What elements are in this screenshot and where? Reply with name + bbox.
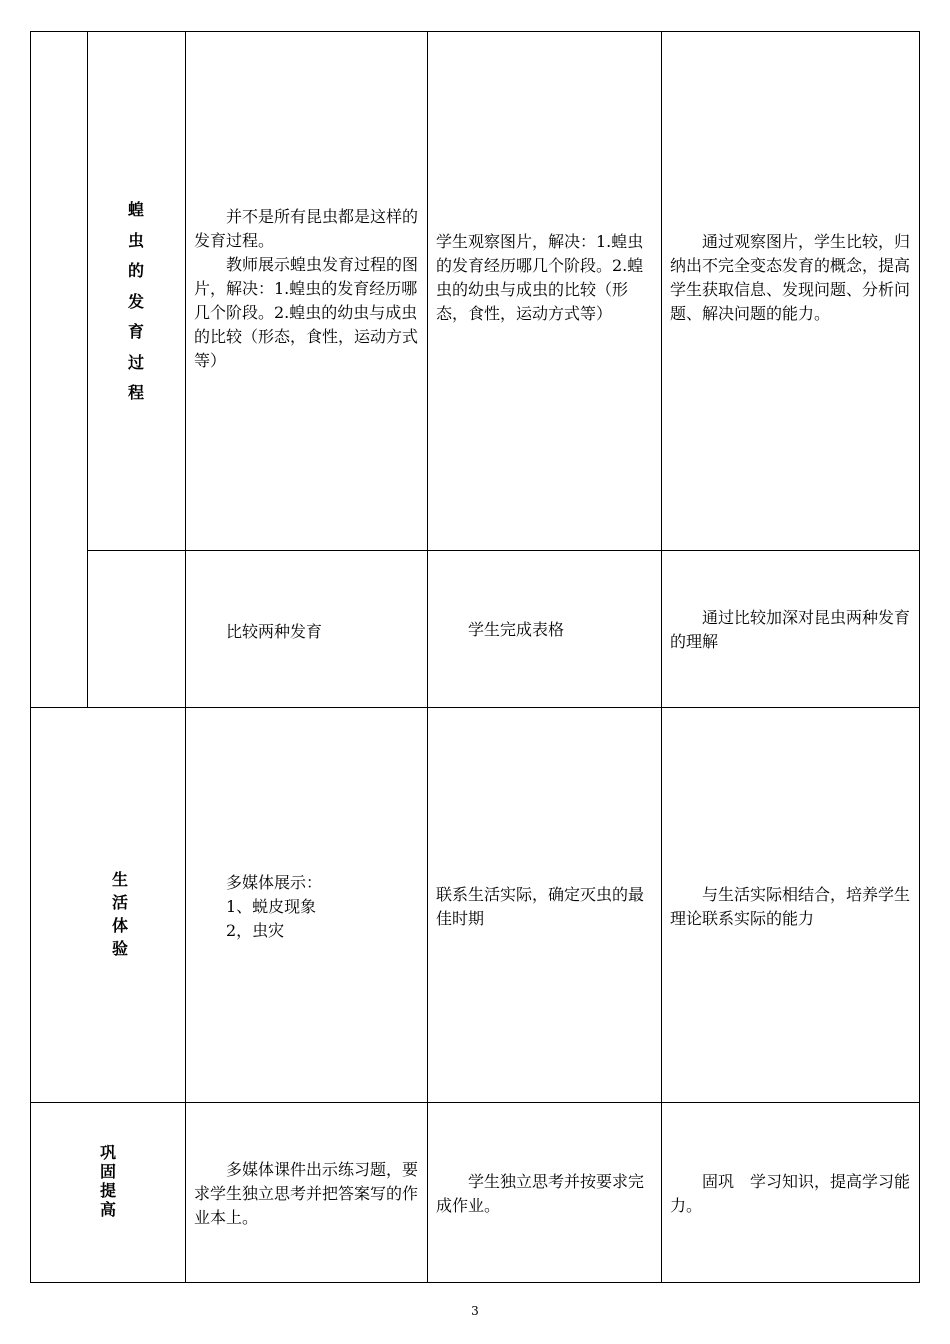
cell-locust-purpose — [670, 230, 914, 326]
row-label-consolidate: 巩 固 提 高 — [99, 1143, 116, 1219]
locust-teacher-para2: 教师展示蝗虫发育过程的图片，解决：1.蝗虫的发育经历哪几个阶段。2.蝗虫的幼虫与成虫的比较（形态，食性，运动方式等） — [194, 255, 419, 370]
page-number: 3 — [471, 1304, 479, 1318]
row-label-locust: 蝗 虫 的 发 育 过 程 — [127, 200, 144, 402]
life-purpose-text: 与生活实际相结合，培养学生理论联系实际的能力 — [670, 885, 911, 928]
grid-line-col3 — [661, 31, 662, 1283]
consolidate-teacher-text: 多媒体课件出示练习题，要求学生独立思考并把答案写的作业本上。 — [194, 1160, 419, 1227]
cell-consolidate-student — [436, 1170, 656, 1218]
life-teacher-line3: 2，虫灾 — [226, 921, 285, 940]
cell-compare-teacher — [194, 620, 422, 644]
compare-purpose-text: 通过比较加深对昆虫两种发育的理解 — [670, 608, 911, 651]
locust-student-text: 学生观察图片，解决：1.蝗虫的发育经历哪几个阶段。2.蝗虫的幼虫与成虫的比较（形态，食性，运动方式等） — [436, 232, 644, 323]
cell-locust-teacher — [194, 205, 422, 373]
grid-line-right — [919, 31, 920, 1283]
grid-line-top — [30, 31, 920, 32]
cell-life-student — [436, 883, 656, 931]
life-teacher-line1: 多媒体展示： — [226, 873, 323, 892]
row-label-life: 生 活 体 验 — [111, 870, 128, 958]
cell-locust-student — [436, 230, 656, 326]
cell-compare-purpose — [670, 606, 914, 654]
consolidate-purpose-text: 固巩 学习知识，提高学习能力。 — [670, 1172, 911, 1215]
compare-student-text: 学生完成表格 — [468, 620, 565, 639]
grid-line-row1 — [87, 550, 920, 551]
life-student-text: 联系生活实际，确定灭虫的最佳时期 — [436, 885, 645, 928]
grid-line-row2 — [30, 707, 920, 708]
locust-teacher-para1: 并不是所有昆虫都是这样的发育过程。 — [194, 207, 419, 250]
cell-life-teacher — [194, 871, 422, 943]
grid-line-row3 — [30, 1102, 920, 1103]
consolidate-student-text: 学生独立思考并按要求完成作业。 — [436, 1172, 645, 1215]
cell-consolidate-teacher — [194, 1158, 422, 1230]
locust-purpose-text: 通过观察图片，学生比较，归纳出不完全变态发育的概念，提高学生获取信息、发现问题、分析问题、解决问题的能力。 — [670, 232, 911, 323]
grid-line-bottom — [30, 1282, 920, 1283]
life-teacher-line2: 1、蜕皮现象 — [226, 897, 317, 916]
compare-teacher-text: 比较两种发育 — [226, 622, 323, 641]
cell-consolidate-purpose — [670, 1170, 914, 1218]
grid-line-col1 — [185, 31, 186, 1283]
grid-line-subcol — [87, 31, 88, 708]
grid-line-left — [30, 31, 31, 1283]
cell-life-purpose — [670, 883, 914, 931]
cell-compare-student — [436, 618, 656, 642]
grid-line-col2 — [427, 31, 428, 1283]
